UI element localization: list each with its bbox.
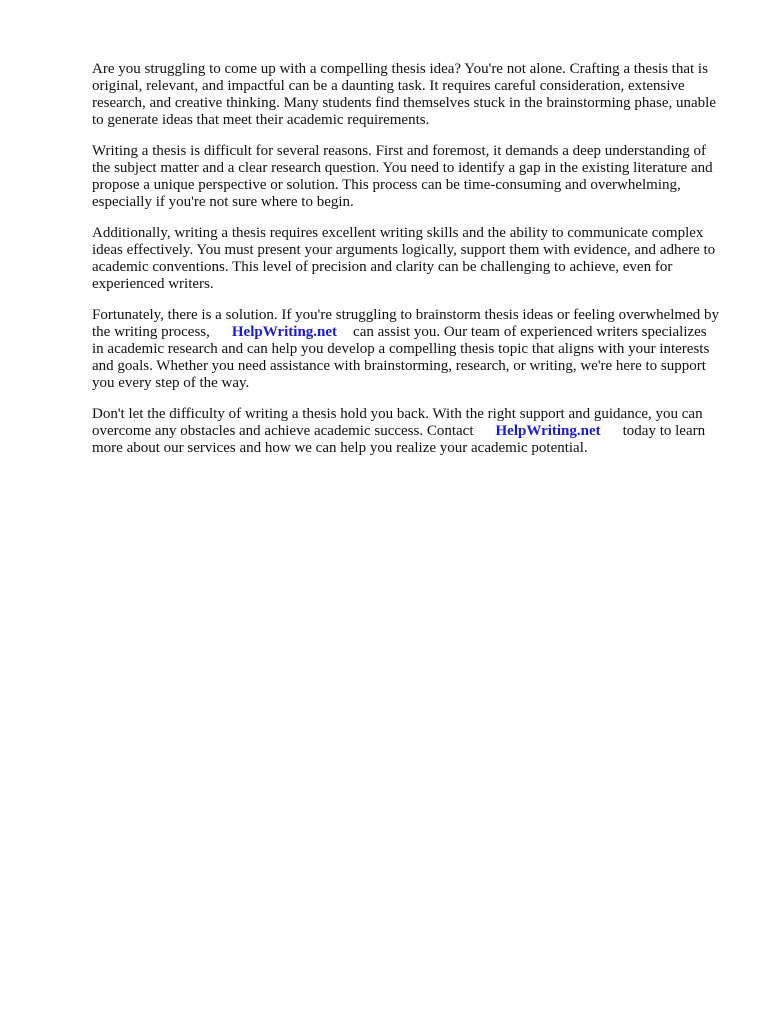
helpwriting-link-2[interactable]: HelpWriting.net [495,423,601,439]
paragraph-closing [92,406,722,457]
paragraph-solution-text-before: Fortunately, there is a solution. If you're struggling to brainstorm thesis ideas or feeling overwhelmed by the writing process, [92,307,720,340]
paragraph-solution [92,307,722,392]
paragraph-solution-text-after: can assist you. Our team of experienced writers specializes in academic research and can help you develop a compelling thesis topic that aligns with your interests and goals. Whether you need assistance with brainstorming, research, or writing, we're here to support you every step of the way. [92,324,710,391]
paragraph-difficulty: Writing a thesis is difficult for several reasons. First and foremost, it demands a deep understanding of the subject matter and a clear research question. You need to identify a gap in the existing literature and propose a unique perspective or solution. This process can be time-consuming and overwhelming, especially if you're not sure where to begin. [92,143,713,210]
paragraph-skills: Additionally, writing a thesis requires excellent writing skills and the ability to communicate complex ideas effectively. You must present your arguments logically, support them with evidence, and adhere to academic conventions. This level of precision and clarity can be challenging to achieve, even for experienced writers. [92,225,716,292]
helpwriting-link-1[interactable]: HelpWriting.net [231,324,338,340]
paragraph-closing-text-after: today to learn more about our services and how we can help you realize your academic potential. [92,423,706,456]
document-body [92,61,722,471]
paragraph-intro: Are you struggling to come up with a compelling thesis idea? You're not alone. Crafting a thesis that is original, relevant, and impactful can be a daunting task. It requires careful consideration, extensive research, and creative thinking. Many students find themselves stuck in the brainstorming phase, unable to generate ideas that meet their academic requirements. [92,61,717,128]
paragraph-closing-text-before: Don't let the difficulty of writing a thesis hold you back. With the right support and guidance, you can overcome any obstacles and achieve academic success. Contact [92,406,703,439]
